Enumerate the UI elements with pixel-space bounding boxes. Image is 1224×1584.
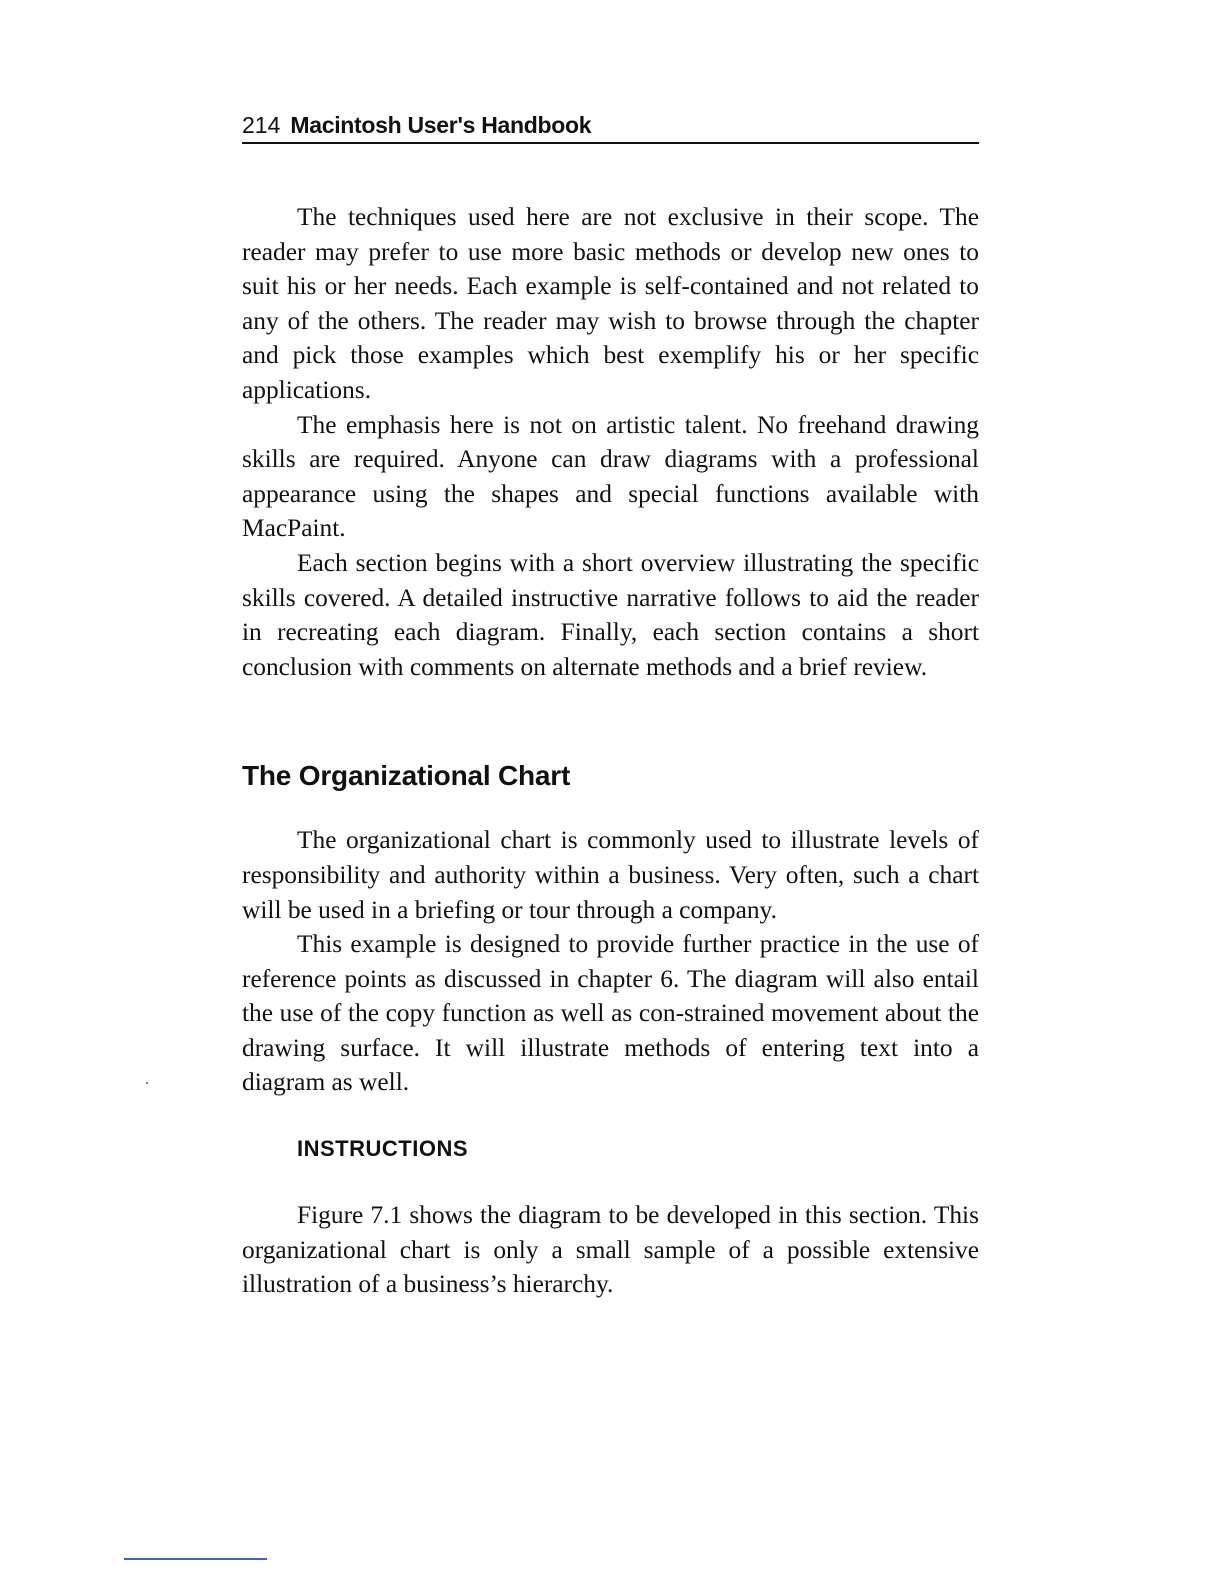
section-heading: The Organizational Chart [242, 760, 571, 792]
book-title: Macintosh User's Handbook [290, 112, 592, 138]
running-header [242, 108, 979, 144]
book-page [242, 108, 979, 1302]
section-text [242, 823, 979, 1100]
intro-text [242, 200, 979, 684]
paragraph: The techniques used here are not exclusive in their scope. The reader may prefer to use more basic methods or develop new ones to suit his or her needs. Each example is self-contained and not related to any of the others. The reader may wish to browse through the chapter and pick those examples which best exemplify his or her specific applications. [242, 203, 979, 404]
paragraph: Figure 7.1 shows the diagram to be developed in this section. This organizational chart is only a small sample of a possible extensive illustration of a business’s hierarchy. [242, 1201, 979, 1299]
paragraph: The organizational chart is commonly used to illustrate levels of responsibility and authority within a business. Very often, such a chart will be used in a briefing or tour through a company. [242, 826, 979, 924]
subsection-text [242, 1198, 979, 1302]
paragraph: This example is designed to provide further practice in the use of reference points as discussed in chapter 6. The diagram will also entail the use of the copy function as well as con-strained movement about the drawing surface. It will illustrate methods of entering text into a diagram as well. [242, 930, 979, 1097]
subsection-heading: INSTRUCTIONS [297, 1136, 468, 1162]
paragraph: The emphasis here is not on artistic talent. No freehand drawing skills are required. Anyone can draw diagrams with a professional appearance using the shapes and special functions available with MacPaint. [242, 410, 979, 543]
paragraph: Each section begins with a short overview illustrating the specific skills covered. A detailed instructive narrative follows to aid the reader in recreating each diagram. Finally, each section contains a short conclusion with comments on alternate methods and a brief review. [242, 548, 979, 681]
page-number: 214 [242, 112, 281, 138]
footer-rule [124, 1558, 267, 1560]
scan-speck [146, 1082, 148, 1084]
